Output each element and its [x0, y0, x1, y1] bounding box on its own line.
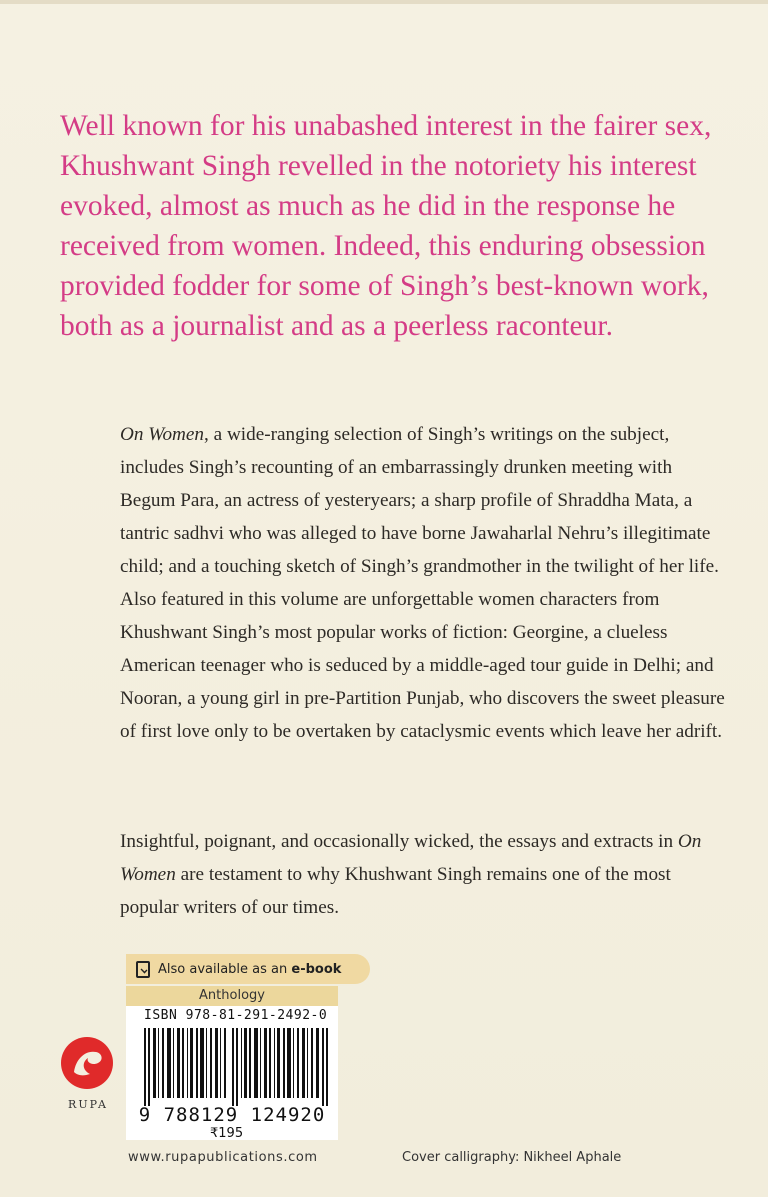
cover-credit: Cover calligraphy: Nikheel Aphale — [402, 1150, 622, 1165]
barcode-bars — [144, 1028, 334, 1106]
category-label: Anthology — [126, 986, 338, 1006]
description-paragraph-1-body: , a wide-ranging selection of Singh’s writings on the subject, includes Singh’s recounting of an embarrassingly drunken meeting with Begum Para, an actress of yesteryears; a sharp profile of Shraddha Mata, a tantric sadhvi who was alleged to have borne Jawaharlal Nehru’s illegitimate child; and a touching sketch of Singh’s grandmother in the twilight of her life. Also featured in this volume are unforgettable women characters from Khushwant Singh’s most popular works of fiction: Georgine, a clueless American teenager who is seduced by a middle-aged tour guide in Delhi; and Nooran, a young girl in pre-Partition Punjab, who discovers the sweet pleasure of first love only to be overtaken by cataclysmic events which leave her adrift. — [120, 424, 725, 742]
cover-top-edge — [0, 0, 768, 4]
ebook-availability-banner — [126, 954, 370, 984]
book-title-italic-2: On Women — [120, 831, 702, 885]
ebook-banner-bold: e-book — [291, 961, 342, 977]
ebook-banner-label: Also available as an — [158, 961, 292, 977]
ebook-download-icon — [136, 961, 150, 978]
barcode-number: 9 788129 124920 — [138, 1104, 326, 1126]
description-paragraph-1 — [120, 418, 725, 748]
ebook-banner-text — [158, 962, 341, 977]
pink-blurb: Well known for his unabashed interest in the fairer sex, Khushwant Singh revelled in the notoriety his interest evoked, almost as much as he did in the response he received from women. Indeed, this enduring obsession provided fodder for some of Singh’s best-known work, both as a journalist and as a peerless raconteur. — [60, 110, 712, 342]
isbn-text: ISBN 978-81-291-2492-0 — [144, 1008, 328, 1023]
description-paragraph-2 — [120, 825, 725, 924]
rupa-logo-icon — [60, 1036, 114, 1090]
description-paragraph-2-start: Insightful, poignant, and occasionally wicked, the essays and extracts in — [120, 831, 678, 852]
publisher-website: www.rupapublications.com — [128, 1150, 318, 1165]
barcode-block — [126, 1006, 338, 1140]
price-label: ₹195 — [210, 1126, 244, 1141]
description-paragraph-2-end: are testament to why Khushwant Singh remains one of the most popular writers of our times. — [120, 864, 671, 918]
book-title-italic: On Women — [120, 424, 205, 445]
publisher-name: RUPA — [68, 1098, 108, 1111]
